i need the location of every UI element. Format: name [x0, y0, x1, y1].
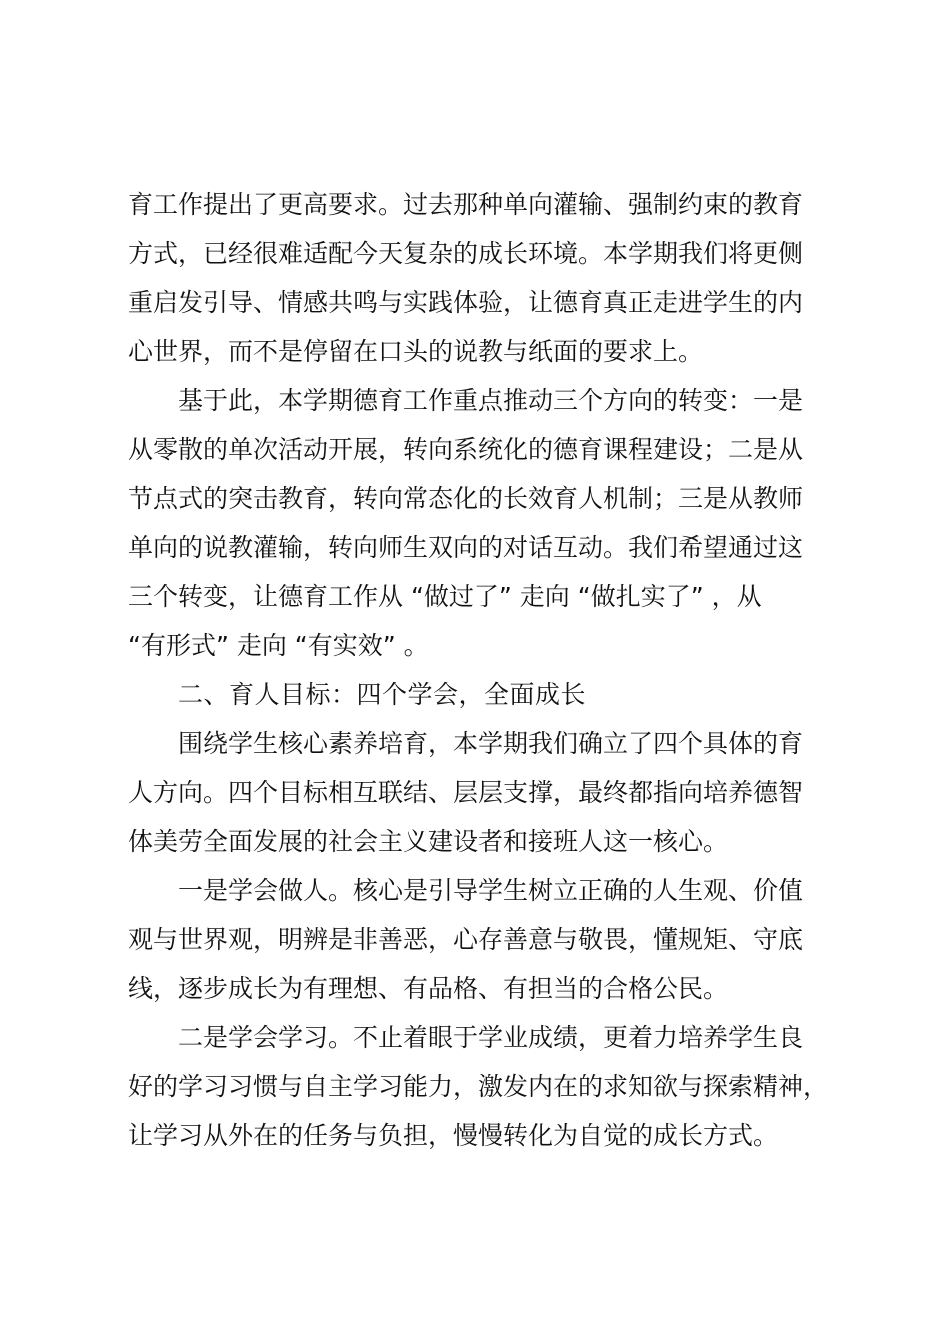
paragraph-three-shifts — [128, 376, 868, 670]
text-line: 心世界，而不是停留在口头的说教与纸面的要求上。 — [128, 337, 704, 366]
paragraph-continuation — [128, 180, 868, 376]
paragraph-core-literacy — [128, 719, 868, 866]
paragraph-learn-to-be — [128, 866, 868, 1013]
text-line: 二是学会学习。不止着眼于学业成绩，更着力培养学生良 — [178, 1023, 804, 1052]
text-line: 体美劳全面发展的社会主义建设者和接班人这一核心。 — [128, 827, 729, 856]
text-line: 人方向。四个目标相互联结、层层支撑，最终都指向培养德智 — [128, 778, 804, 807]
text-line: 三个转变，让德育工作从 “做过了” 走向 “做扎实了” ，从 — [128, 582, 762, 611]
text-line: 线，逐步成长为有理想、有品格、有担当的合格公民。 — [128, 974, 729, 1003]
heading-text: 二、育人目标：四个学会，全面成长 — [178, 680, 587, 709]
text-line: 让学习从外在的任务与负担，慢慢转化为自觉的成长方式。 — [128, 1121, 779, 1150]
text-line: 从零散的单次活动开展，转向系统化的德育课程建设；二是从 — [128, 435, 804, 464]
document-body — [128, 180, 868, 1160]
text-line: 基于此，本学期德育工作重点推动三个方向的转变：一是 — [178, 386, 804, 415]
section-heading — [128, 670, 868, 719]
text-line: 方式，已经很难适配今天复杂的成长环境。本学期我们将更侧 — [128, 239, 804, 268]
text-line: “有形式” 走向 “有实效” 。 — [128, 631, 429, 660]
text-line: 重启发引导、情感共鸣与实践体验，让德育真正走进学生的内 — [128, 288, 804, 317]
text-line: 一是学会做人。核心是引导学生树立正确的人生观、价值 — [178, 876, 804, 905]
text-line: 育工作提出了更高要求。过去那种单向灌输、强制约束的教育 — [128, 190, 804, 219]
text-line: 观与世界观，明辨是非善恶，心存善意与敬畏，懂规矩、守底 — [128, 925, 804, 954]
text-line: 节点式的突击教育，转向常态化的长效育人机制；三是从教师 — [128, 484, 804, 513]
text-line: 围绕学生核心素养培育，本学期我们确立了四个具体的育 — [178, 729, 804, 758]
text-line: 单向的说教灌输，转向师生双向的对话互动。我们希望通过这 — [128, 533, 804, 562]
text-line: 好的学习习惯与自主学习能力，激发内在的求知欲与探索精神， — [128, 1072, 829, 1101]
paragraph-learn-to-learn — [128, 1013, 868, 1160]
